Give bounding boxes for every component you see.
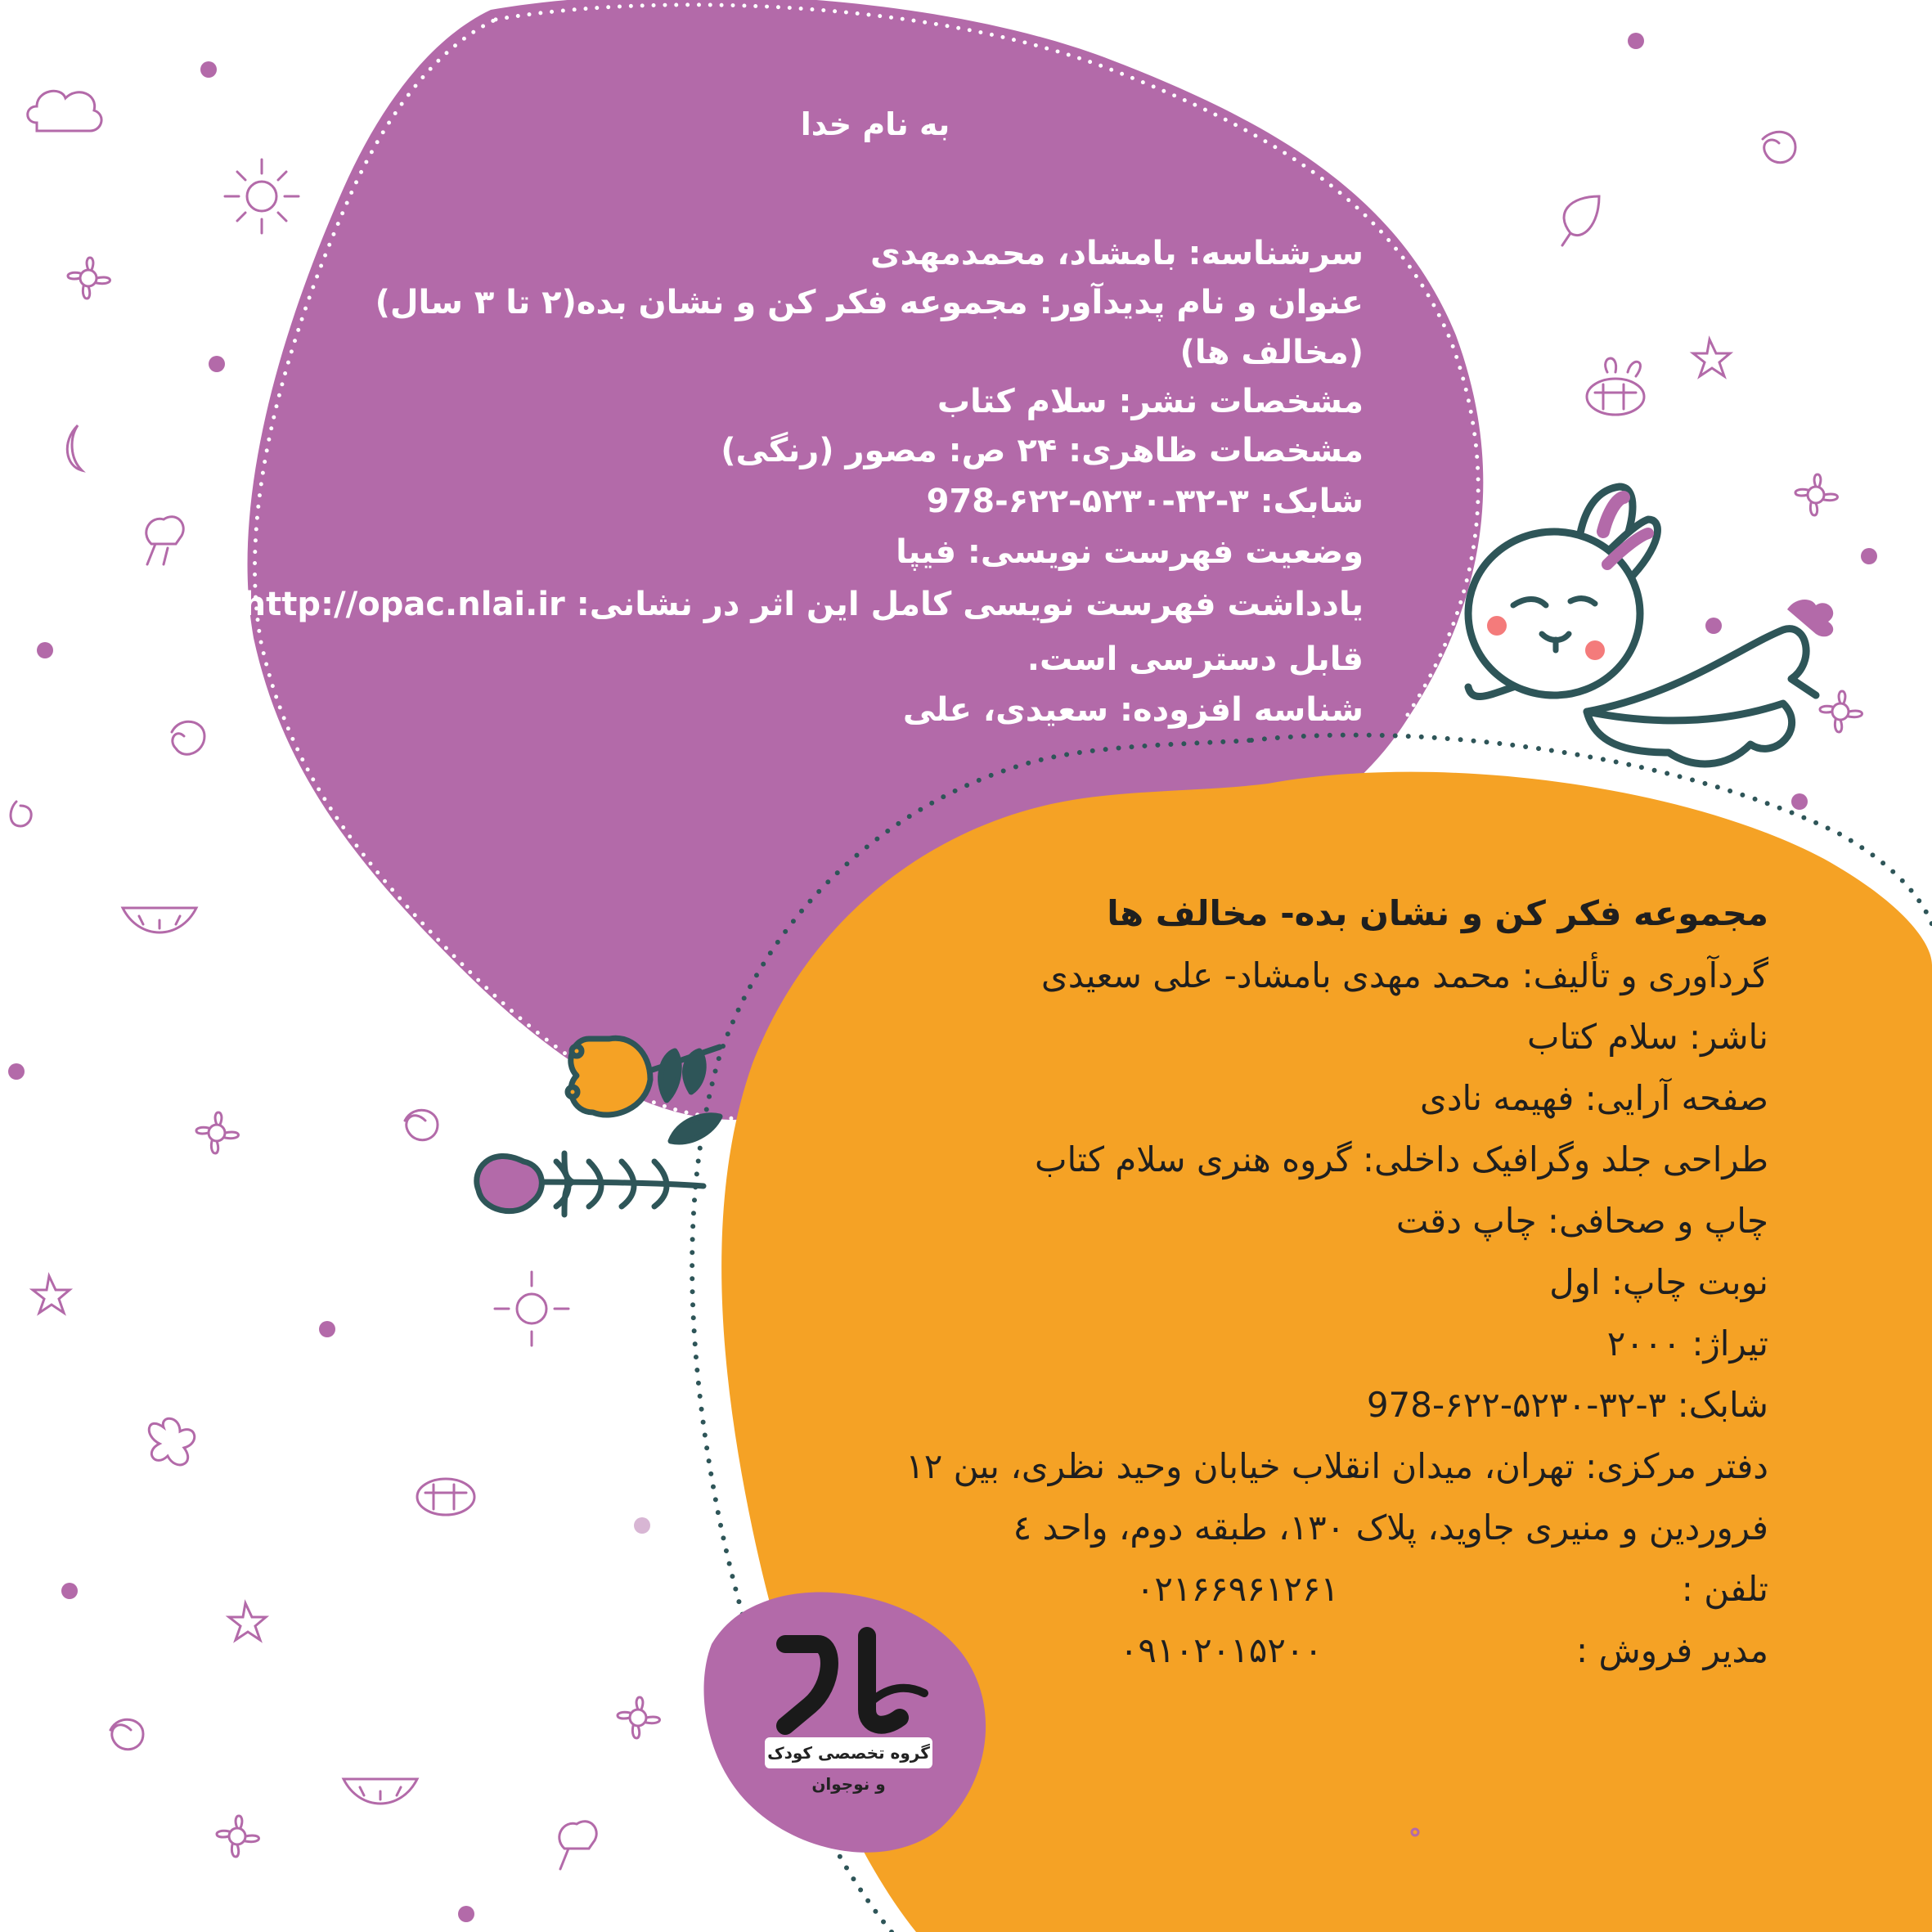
catalog-line: وضعیت فهرست نویسی: فیپا xyxy=(896,533,1364,571)
phone-label: تلفن : xyxy=(1681,1569,1768,1609)
colophon-line: طراحی جلد وگرافیک داخلی: گروه هنری سلام کتاب xyxy=(1034,1139,1768,1179)
colophon-line: فروردین و منیری جاوید، پلاک ۱۳۰، طبقه دوم، واحد ٤ xyxy=(1013,1507,1768,1548)
colophon-line: دفتر مرکزی: تهران، میدان انقلاب خیابان وحید نظری، بین ۱۲ xyxy=(905,1446,1768,1486)
catalog-line: شناسه افزوده: سعیدی، علی xyxy=(902,691,1364,729)
catalog-line: قابل دسترسی است. xyxy=(1027,640,1364,678)
colophon-line: چاپ و صحافی: چاپ دقت xyxy=(1395,1201,1768,1241)
phone-value: ۰۲۱۶۶۹۶۱۲۶۱ xyxy=(1135,1569,1339,1609)
colophon-line: صفحه آرایی: فهیمه نادی xyxy=(1419,1078,1768,1118)
logo-tagline: گروه تخصصی کودک و نوجوان xyxy=(765,1737,932,1768)
colophon-line: نوبت چاپ: اول xyxy=(1549,1262,1768,1302)
catalog-line: مشخصات نشر: سلام کتاب xyxy=(937,383,1364,420)
catalog-line: سرشناسه: بامشاد، محمدمهدی xyxy=(869,235,1364,272)
catalog-line: مشخصات ظاهری: ۲۴ ص: مصور (رنگی) xyxy=(721,432,1364,470)
flower-branch-icon xyxy=(477,1038,720,1215)
sales-label: مدیر فروش : xyxy=(1575,1630,1768,1670)
book-title: مجموعه فکر کن و نشان بده- مخالف ها xyxy=(1107,893,1768,933)
colophon-line: ناشر: سلام کتاب xyxy=(1527,1017,1768,1057)
colophon-line: گردآوری و تألیف: محمد مهدی بامشاد- علی سعیدی xyxy=(1040,955,1768,995)
basmala: به نام خدا xyxy=(800,106,950,142)
colophon-line: شابک: ۳-۳۲-۵۲۳۰-۶۲۲-978 xyxy=(1366,1385,1768,1425)
sales-value: ۰۹۱۰۲۰۱۵۲۰۰ xyxy=(1119,1630,1323,1670)
colophon-line: تیراژ: ۲۰۰۰ xyxy=(1606,1323,1768,1364)
catalog-line: (مخالف ها) xyxy=(1179,334,1364,371)
catalog-line: عنوان و نام پدیدآور: مجموعه فکر کن و نشان بده(۲ تا ۳ سال) xyxy=(375,284,1364,321)
catalog-line: یادداشت فهرست نویسی کامل این اثر در نشانی: http://opac.nlai.ir xyxy=(242,586,1364,623)
catalog-line: شابک: ۳-۳۲-۵۲۳۰-۶۲۲-978 xyxy=(926,483,1364,520)
rabbit-icon xyxy=(1468,487,1833,764)
